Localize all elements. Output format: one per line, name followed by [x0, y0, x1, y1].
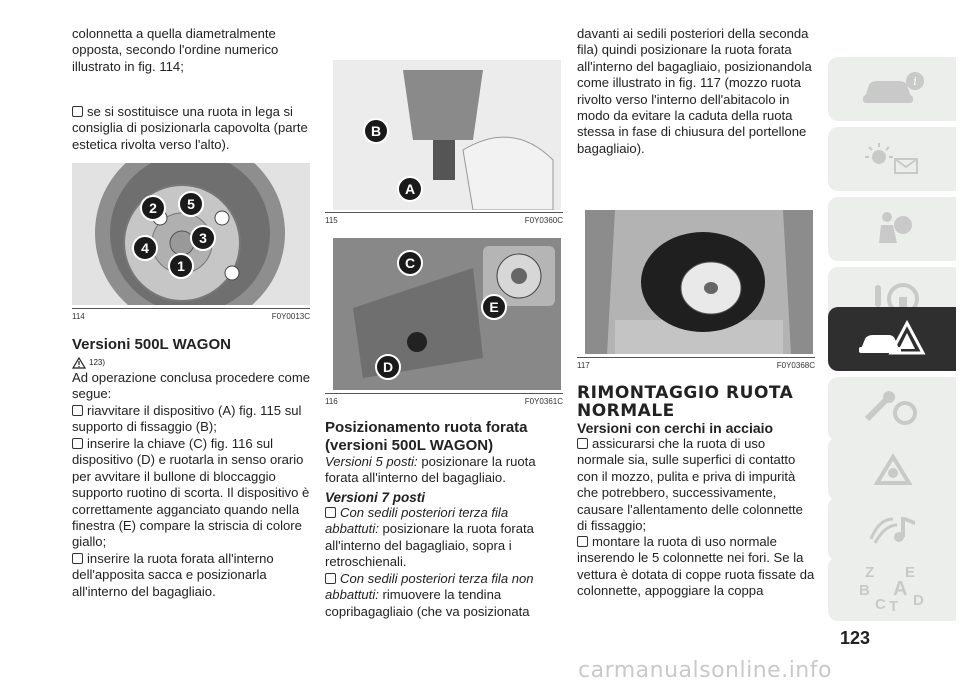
fig-code: F0Y0368C	[776, 361, 815, 370]
bullet-col1-b3: inserire la ruota forata all'interno dell'apposita sacca e posizionarla all'interno del bagagliaio.	[72, 551, 310, 600]
text-col3-p1: davanti ai sedili posteriori della seconda fila) quindi posizionare la ruota forata all'interno del bagagliaio, posizionandola come illustrato in fig. 117 (mozzo ruota rivolto verso l'interno dell'abitacolo in modo da evitare la caduta della ruota stessa in fase di chiusura del portellone bagagliaio).	[577, 26, 812, 156]
fig-code: F0Y0360C	[524, 216, 563, 225]
bullet-col2-b2	[325, 571, 563, 620]
multimedia-icon	[857, 509, 927, 549]
figure-117	[585, 210, 813, 354]
page-number: 123	[840, 628, 871, 648]
bullet-col1-b0: se si sostituisce una ruota in lega si consiglia di posizionarla capovolta (parte estetica rivolta verso l'alto).	[72, 104, 310, 153]
balloon-4: 4	[132, 235, 158, 261]
bullet-col3-b2: montare la ruota di uso normale inserendo le 5 colonnette nei fori. Se la vettura è dotata di coppe ruota fissate da colonnette, appoggiare la coppa	[577, 534, 815, 599]
car-info-icon	[857, 69, 927, 109]
text-col2-p1	[325, 454, 563, 487]
fig-code: F0Y0013C	[271, 312, 310, 321]
balloon-1: 1	[168, 253, 194, 279]
caption-117	[577, 357, 815, 370]
bullet-col1-b1: riavvitare il dispositivo (A) fig. 115 sul supporto di fissaggio (B);	[72, 403, 310, 436]
tab-airbag-safety[interactable]	[828, 197, 956, 261]
index-letter: E	[905, 564, 916, 581]
tab-maintenance[interactable]	[828, 377, 956, 441]
text-regular: posizionare la ruota forata all'interno del bagagliaio.	[325, 454, 536, 486]
text-col1-p3: Ad operazione conclusa procedere come segue:	[72, 370, 311, 402]
heading-posizionamento-ruota: Posizionamento ruota forata (versioni 500L WAGON)	[325, 419, 528, 454]
heading-rimontaggio-ruota: RIMONTAGGIO RUOTA NORMALE	[577, 383, 794, 421]
figure-115	[333, 60, 561, 210]
airbag-safety-icon	[857, 209, 927, 249]
fig-number: 116	[325, 397, 338, 406]
text-italic: Versioni 5 posti:	[325, 454, 418, 469]
balloon-c: C	[397, 250, 423, 276]
svg-text:i: i	[913, 75, 917, 88]
balloon-3: 3	[190, 225, 216, 251]
bullet-col2-b1	[325, 505, 563, 571]
figure-114	[72, 163, 310, 305]
caption-116	[325, 393, 563, 406]
emergency-breakdown-icon	[857, 319, 927, 359]
subheading-7-posti: Versioni 7 posti	[325, 490, 426, 505]
tab-tech-data[interactable]	[828, 437, 956, 501]
fig-code: F0Y0361C	[524, 397, 563, 406]
balloon-d: D	[375, 354, 401, 380]
balloon-5: 5	[178, 191, 204, 217]
tech-data-icon	[857, 449, 927, 489]
maintenance-tools-icon	[857, 389, 927, 429]
bullet-col1-b2: inserire la chiave (C) fig. 116 sul dispositivo (D) e ruotarla in senso orario per avvitare il bullone di bloccaggio supporto ruotino di scorta. Il dispositivo è correttamente agganciato quando nella finestra (E) compare la striscia di colore giallo;	[72, 436, 310, 550]
dashboard-lights-icon	[857, 139, 927, 179]
subheading-cerchi-acciaio: Versioni con cerchi in acciaio	[577, 420, 774, 436]
heading-versioni-500l-wagon: Versioni 500L WAGON	[72, 336, 231, 353]
trunk-floor-illustration	[333, 238, 561, 390]
fig-number: 114	[72, 312, 85, 321]
balloon-e: E	[481, 294, 507, 320]
text-regular: rimuovere la tendina copribagagliaio (che va posizionata	[325, 587, 530, 619]
index-letter: C	[875, 596, 886, 613]
caption-114	[72, 308, 310, 321]
watermark: carmanualsonline.info	[578, 658, 832, 683]
warning-triangle-icon	[72, 357, 86, 369]
text-italic: Con sedili posteriori terza fila non abbattuti:	[325, 571, 534, 603]
index-letter: D	[913, 592, 924, 609]
caption-115	[325, 212, 563, 225]
tab-dashboard-lights[interactable]	[828, 127, 956, 191]
balloon-a: A	[397, 176, 423, 202]
balloon-b: B	[363, 118, 389, 144]
fig-number: 117	[577, 361, 590, 370]
balloon-2: 2	[140, 195, 166, 221]
index-letter: T	[889, 598, 899, 615]
tab-emergency-active[interactable]	[828, 307, 956, 371]
tab-index[interactable]	[828, 557, 956, 621]
trunk-spare-wheel-illustration	[585, 210, 813, 354]
text-italic: Con sedili posteriori terza fila abbattuti:	[325, 505, 509, 537]
warning-reference	[72, 355, 105, 371]
fig-number: 115	[325, 216, 338, 225]
bullet-col3-b1: assicurarsi che la ruota di uso normale sia, sulle superfici di contatto con il mozzo, pulita e priva di impurità che potrebbero, successivamente, causare l'allentamento delle colonnette di fissaggio;	[577, 436, 815, 534]
warning-ref-text: 123)	[89, 358, 106, 367]
index-letters-icon	[857, 564, 927, 614]
figure-116	[333, 238, 561, 390]
text-regular: posizionare la ruota forata all'interno del bagagliaio, sopra i retroschienali.	[325, 521, 534, 570]
index-letter: A	[893, 578, 908, 600]
index-letter: B	[859, 582, 870, 599]
tab-car-info[interactable]	[828, 57, 956, 121]
tab-multimedia[interactable]	[828, 497, 956, 561]
text-col1-p1: colonnetta a quella diametralmente opposta, secondo l'ordine numerico illustrato in fig. 114;	[72, 26, 279, 74]
index-letter: Z	[865, 564, 875, 581]
